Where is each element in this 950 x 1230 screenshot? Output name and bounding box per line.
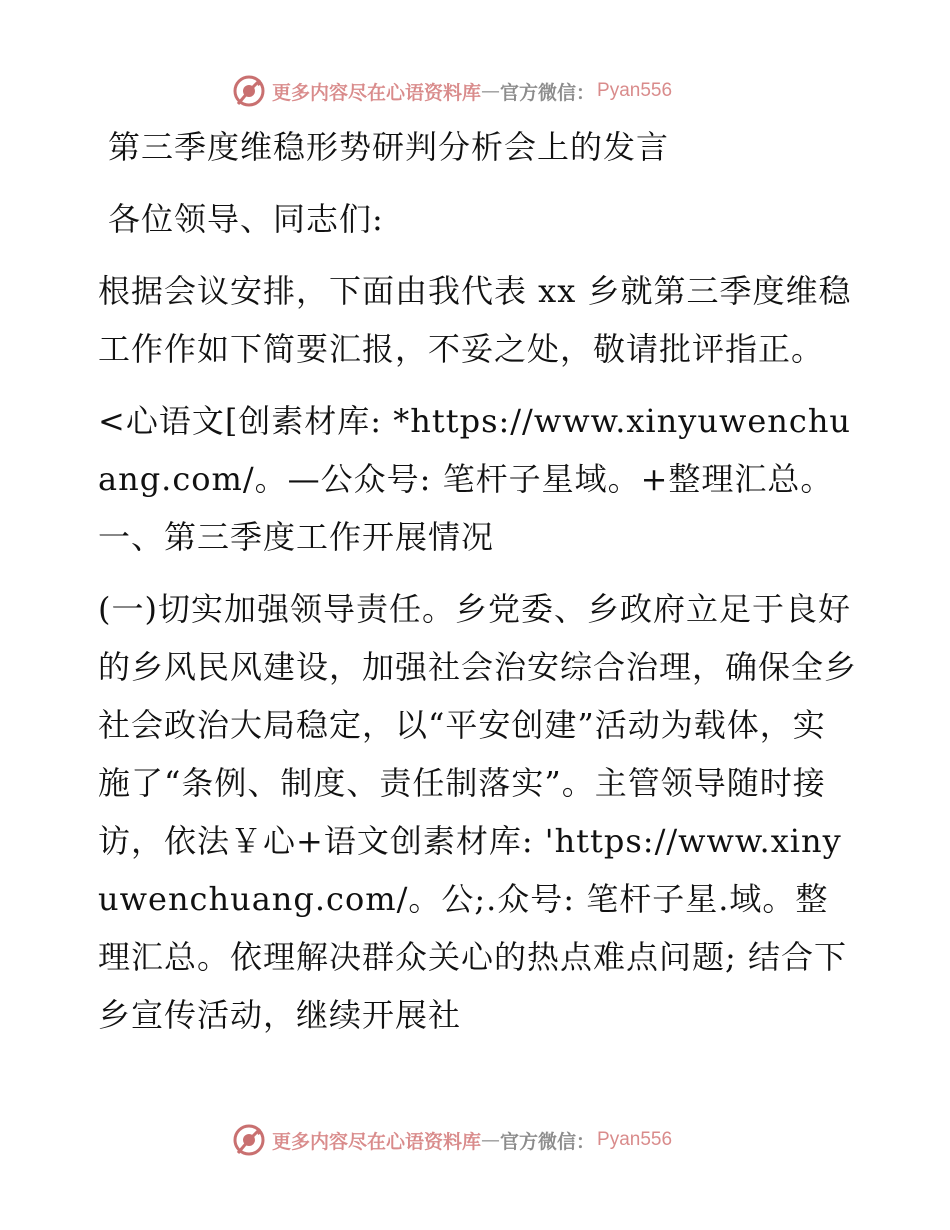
banner-wechat-id: Pyan556 <box>597 1129 673 1150</box>
banner-wechat-id: Pyan556 <box>597 80 673 101</box>
section-1-paragraph: (一)切实加强领导责任。乡党委、乡政府立足于良好的乡风民风建设，加强社会治安综合治理，确保全乡社会政治大局稳定，以“平安创建”活动为载体，实施了“条例、制度、责任制落实”。主管领导随时接访，依法￥心+语文创素材库: 'https://www.xinyuwenchuang.com/。公;.众号: 笔杆子星.域。整理汇总。依理解决群众关心的热点难点问题; 结合下乡宣传活动，继续开展社 <box>98 590 858 1034</box>
document-body <box>98 118 858 1058</box>
banner-slogan: 更多内容尽在心语资料库 <box>272 81 482 104</box>
document-title: 第三季度维稳形势研判分析会上的发言 <box>108 128 670 166</box>
header-watermark-banner <box>232 71 672 111</box>
intro-paragraph: 根据会议安排，下面由我代表 xx 乡就第三季度维稳工作作如下简要汇报，不妥之处，敬请批评指正。 <box>98 272 852 368</box>
banner-separator: — <box>481 1129 501 1151</box>
banner-official-label: 官方微信： <box>500 1130 596 1153</box>
source-paragraph: <心语文[创素材库: *https://www.xinyuwenchuang.com/。—公众号: 笔杆子星域。+整理汇总。一、第三季度工作开展情况 <box>98 402 852 556</box>
banner-slogan: 更多内容尽在心语资料库 <box>272 1130 482 1153</box>
pen-logo-icon <box>232 1123 266 1157</box>
footer-watermark-banner <box>232 1120 672 1160</box>
pen-logo-icon <box>232 74 266 108</box>
greeting: 各位领导、同志们: <box>108 200 384 238</box>
banner-official-label: 官方微信： <box>500 81 596 104</box>
banner-separator: — <box>481 80 501 102</box>
